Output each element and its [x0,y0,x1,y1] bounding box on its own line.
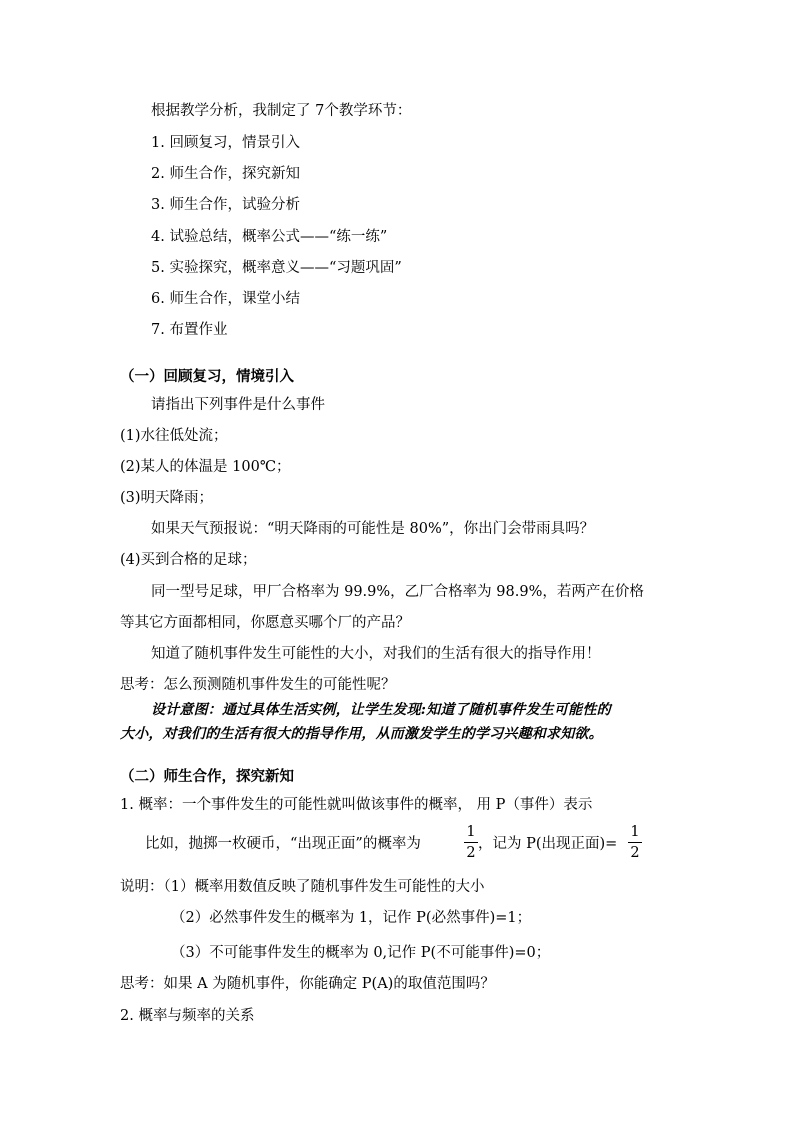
step-item: 4. 试验总结，概率公式——“练一练” [151,229,388,245]
section-heading: （一）回顾复习，情境引入 [120,368,294,385]
fraction-numerator: 1 [630,824,640,840]
fraction-bar [464,842,478,843]
step-item: 6. 师生合作，课堂小结 [151,291,300,307]
fraction-denominator: 2 [630,845,640,861]
fraction-bar [628,842,642,843]
note: 说明：（1）概率用数值反映了随机事件发生可能性的大小 [120,879,485,895]
question-item: (1)水往低处流； [120,428,228,444]
section-heading: （二）师生合作，探究新知 [120,768,294,785]
intro-text: 根据教学分析，我制定了 7个教学环节： [151,103,412,119]
question-item: (3)明天降雨； [120,490,214,506]
think-question: 思考：怎么预测随机事件发生的可能性呢？ [120,677,396,693]
definition: 1. 概率：一个事件发生的可能性就叫做该事件的概率， 用 P（事件）表示 [120,797,593,813]
think-question: 思考：如果 A 为随机事件，你能确定 P(A)的取值范围吗？ [120,976,495,992]
paragraph: 知道了随机事件发生可能性的大小，对我们的生活有很大的指导作用！ [151,646,601,662]
question-item: (4)买到合格的足球； [120,552,257,568]
question-item: (2)某人的体温是 100℃； [120,459,291,475]
fraction-one-half [628,823,642,862]
design-intent: 大小，对我们的生活有很大的指导作用，从而激发学生的学习兴趣和求知欲。 [120,726,603,742]
paragraph: 等其它方面都相同，你愿意买哪个厂的产品？ [120,615,410,631]
note: （3）不可能事件发生的概率为 0,记作 P(不可能事件)=0； [171,945,551,961]
step-item: 1. 回顾复习，情景引入 [151,135,300,151]
fraction-denominator: 2 [466,845,476,861]
paragraph: 同一型号足球，甲厂合格率为 99.9%，乙厂合格率为 98.9%，若两产在价格 [151,584,644,600]
question-prompt: 请指出下列事件是什么事件 [151,397,325,413]
fraction-one-half [464,823,478,862]
design-intent: 设计意图：通过具体生活实例，让学生发现:知道了随机事件发生可能性的 [151,702,611,718]
note: （2）必然事件发生的概率为 1，记作 P(必然事件)=1； [171,910,532,926]
step-item: 3. 师生合作，试验分析 [151,197,300,213]
step-item: 7. 布置作业 [151,322,228,338]
fraction-numerator: 1 [466,824,476,840]
step-item: 5. 实验探究，概率意义——“习题巩固” [151,260,402,276]
step-item: 2. 师生合作，探究新知 [151,166,300,182]
paragraph: 如果天气预报说：“明天降雨的可能性是 80%”，你出门会带雨具吗？ [151,521,595,537]
example-text: 比如，抛掷一枚硬币，“出现正面”的概率为 [145,836,421,852]
subsection-title: 2. 概率与频率的关系 [120,1008,255,1024]
example-text: ，记为 P(出现正面)= [478,836,618,852]
